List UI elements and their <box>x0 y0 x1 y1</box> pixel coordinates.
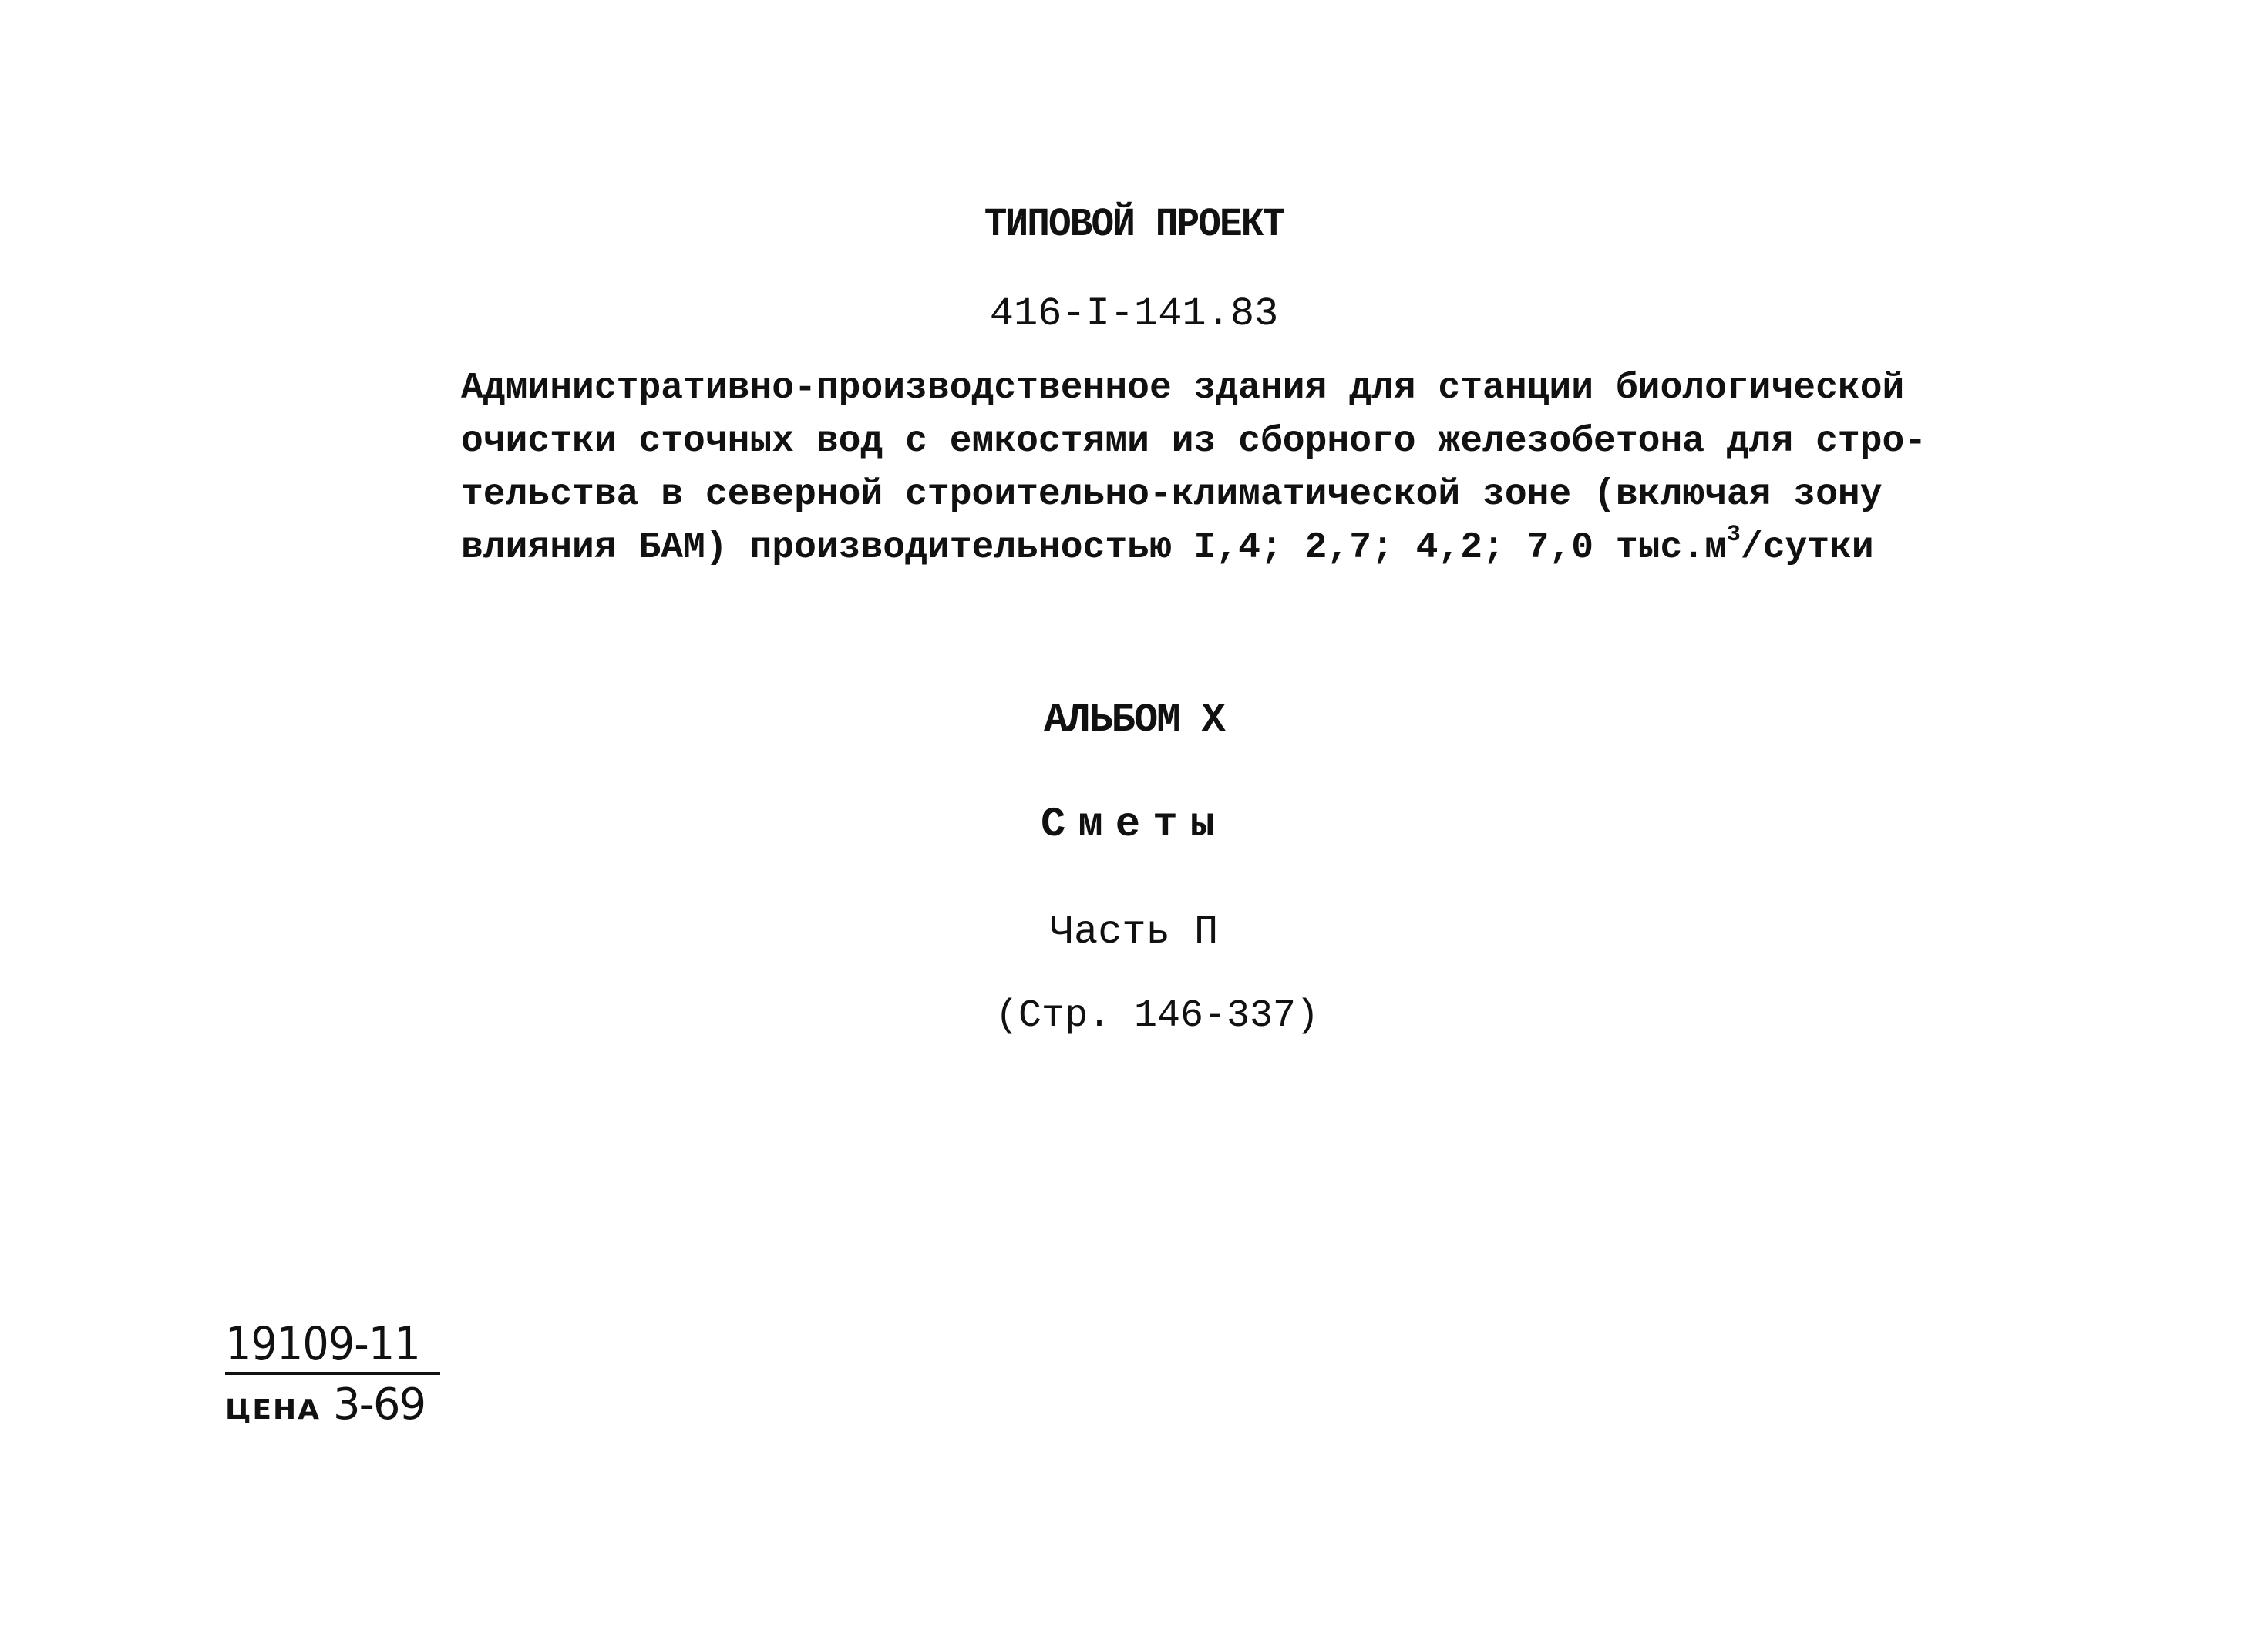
stamp-price <box>225 1380 472 1430</box>
description-line-4 <box>461 522 1926 575</box>
description-line-4-main: влияния БАМ) производительностью I,4; 2,7; 4,2; 7,0 тыс.м <box>461 527 1727 569</box>
description-line-1: Административно-производственное здания для станции биологической <box>461 368 1905 409</box>
price-value: 3-69 <box>332 1380 426 1430</box>
project-code: 416-I-141.83 <box>989 291 1279 337</box>
description-line-2: очистки сточных вод с емкостями из сборного железобетона для стро- <box>461 421 1927 462</box>
description-line-4-tail: /сутки <box>1740 527 1874 569</box>
cubic-superscript: 3 <box>1726 522 1741 548</box>
part-label: Часть П <box>1049 909 1219 955</box>
section-title: Сметы <box>1040 802 1228 849</box>
stamp-number: 19109-11 <box>225 1318 440 1375</box>
series-title: ТИПОВОЙ ПРОЕКТ <box>984 202 1284 247</box>
page-range: (Стр. 146-337) <box>994 994 1320 1038</box>
project-description <box>461 362 1926 575</box>
price-label: ЦЕНА <box>225 1394 321 1426</box>
description-line-3: тельства в северной строительно-климатической зоне (включая зону <box>461 474 1883 516</box>
inventory-stamp <box>225 1318 472 1430</box>
album-label: АЛЬБОМ Х <box>1044 697 1224 743</box>
